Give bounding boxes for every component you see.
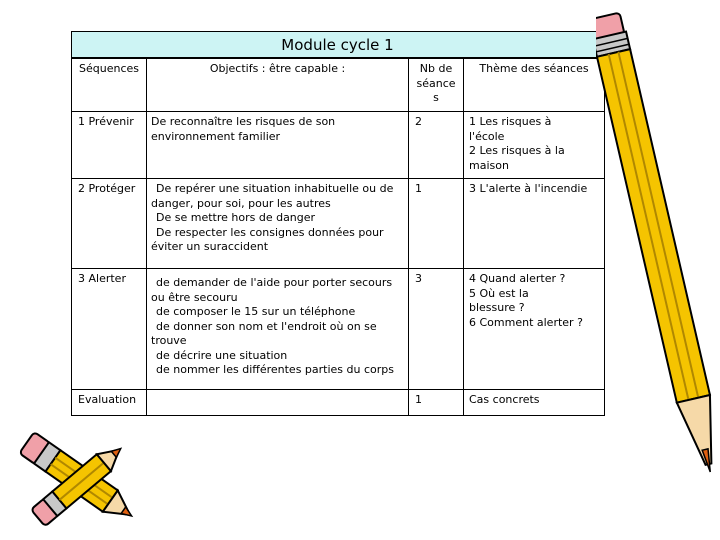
objectif-line: environnement familier bbox=[151, 129, 281, 143]
objectif-line: éviter un suraccident bbox=[151, 240, 269, 253]
objectifs-cell bbox=[147, 112, 409, 179]
nb-seances-cell: 1 bbox=[409, 179, 464, 269]
nb-seances-cell: 3 bbox=[409, 269, 464, 390]
theme-line: 3 L'alerte à l'incendie bbox=[469, 182, 588, 195]
theme-line: Cas concrets bbox=[469, 393, 540, 406]
objectif-line: de composer le 15 sur un téléphone bbox=[156, 305, 356, 318]
objectif-line: De repérer une situation inhabituelle ou de bbox=[156, 182, 394, 195]
sequence-cell: 3 Alerter bbox=[72, 269, 147, 390]
theme-line: l'école bbox=[469, 129, 505, 143]
table-row bbox=[72, 390, 605, 416]
pencil-icon bbox=[596, 0, 720, 505]
module-table bbox=[71, 31, 604, 415]
theme-line: 5 Où est la bbox=[469, 286, 529, 300]
table-title: Module cycle 1 bbox=[71, 31, 604, 58]
objectif-line: De se mettre hors de danger bbox=[156, 211, 316, 224]
objectif-line: trouve bbox=[151, 334, 187, 347]
header-theme: Thème des séances bbox=[464, 59, 605, 112]
sequence-cell: Evaluation bbox=[72, 390, 147, 416]
table-row bbox=[72, 179, 605, 269]
header-row bbox=[72, 59, 605, 112]
theme-cell bbox=[464, 112, 605, 179]
theme-line: blessure ? bbox=[469, 301, 525, 314]
nb-seances-cell: 1 bbox=[409, 390, 464, 416]
theme-line: 1 Les risques à bbox=[469, 115, 552, 128]
objectif-line: de donner son nom et l'endroit où on se bbox=[156, 319, 377, 333]
objectifs-cell bbox=[147, 269, 409, 390]
objectifs-cell bbox=[147, 179, 409, 269]
theme-cell bbox=[464, 269, 605, 390]
theme-line: maison bbox=[469, 158, 509, 172]
header-nb-seances: Nb de séance s bbox=[409, 59, 464, 112]
theme-cell bbox=[464, 179, 605, 269]
objectif-line: de demander de l'aide pour porter secours bbox=[156, 276, 393, 289]
objectif-line: ou être secouru bbox=[151, 290, 238, 304]
sequence-grid bbox=[71, 58, 605, 416]
objectif-line: danger, pour soi, pour les autres bbox=[151, 196, 331, 210]
objectif-line: de nommer les différentes parties du corps bbox=[156, 363, 395, 376]
nb-seances-cell: 2 bbox=[409, 112, 464, 179]
header-sequences: Séquences bbox=[72, 59, 147, 112]
objectif-line: De respecter les consignes données pour bbox=[156, 225, 384, 239]
theme-line: 2 Les risques à la bbox=[469, 144, 565, 157]
objectif-line: De reconnaître les risques de son bbox=[151, 115, 336, 128]
theme-cell bbox=[464, 390, 605, 416]
sequence-cell: 1 Prévenir bbox=[72, 112, 147, 179]
sequence-cell: 2 Protéger bbox=[72, 179, 147, 269]
table-row bbox=[72, 269, 605, 390]
objectif-line: de décrire une situation bbox=[156, 348, 288, 362]
theme-line: 6 Comment alerter ? bbox=[469, 315, 583, 329]
table-row bbox=[72, 112, 605, 179]
theme-line: 4 Quand alerter ? bbox=[469, 272, 566, 285]
objectifs-cell bbox=[147, 390, 409, 416]
pencil-icon bbox=[20, 428, 140, 540]
header-objectifs: Objectifs : être capable : bbox=[147, 59, 409, 112]
